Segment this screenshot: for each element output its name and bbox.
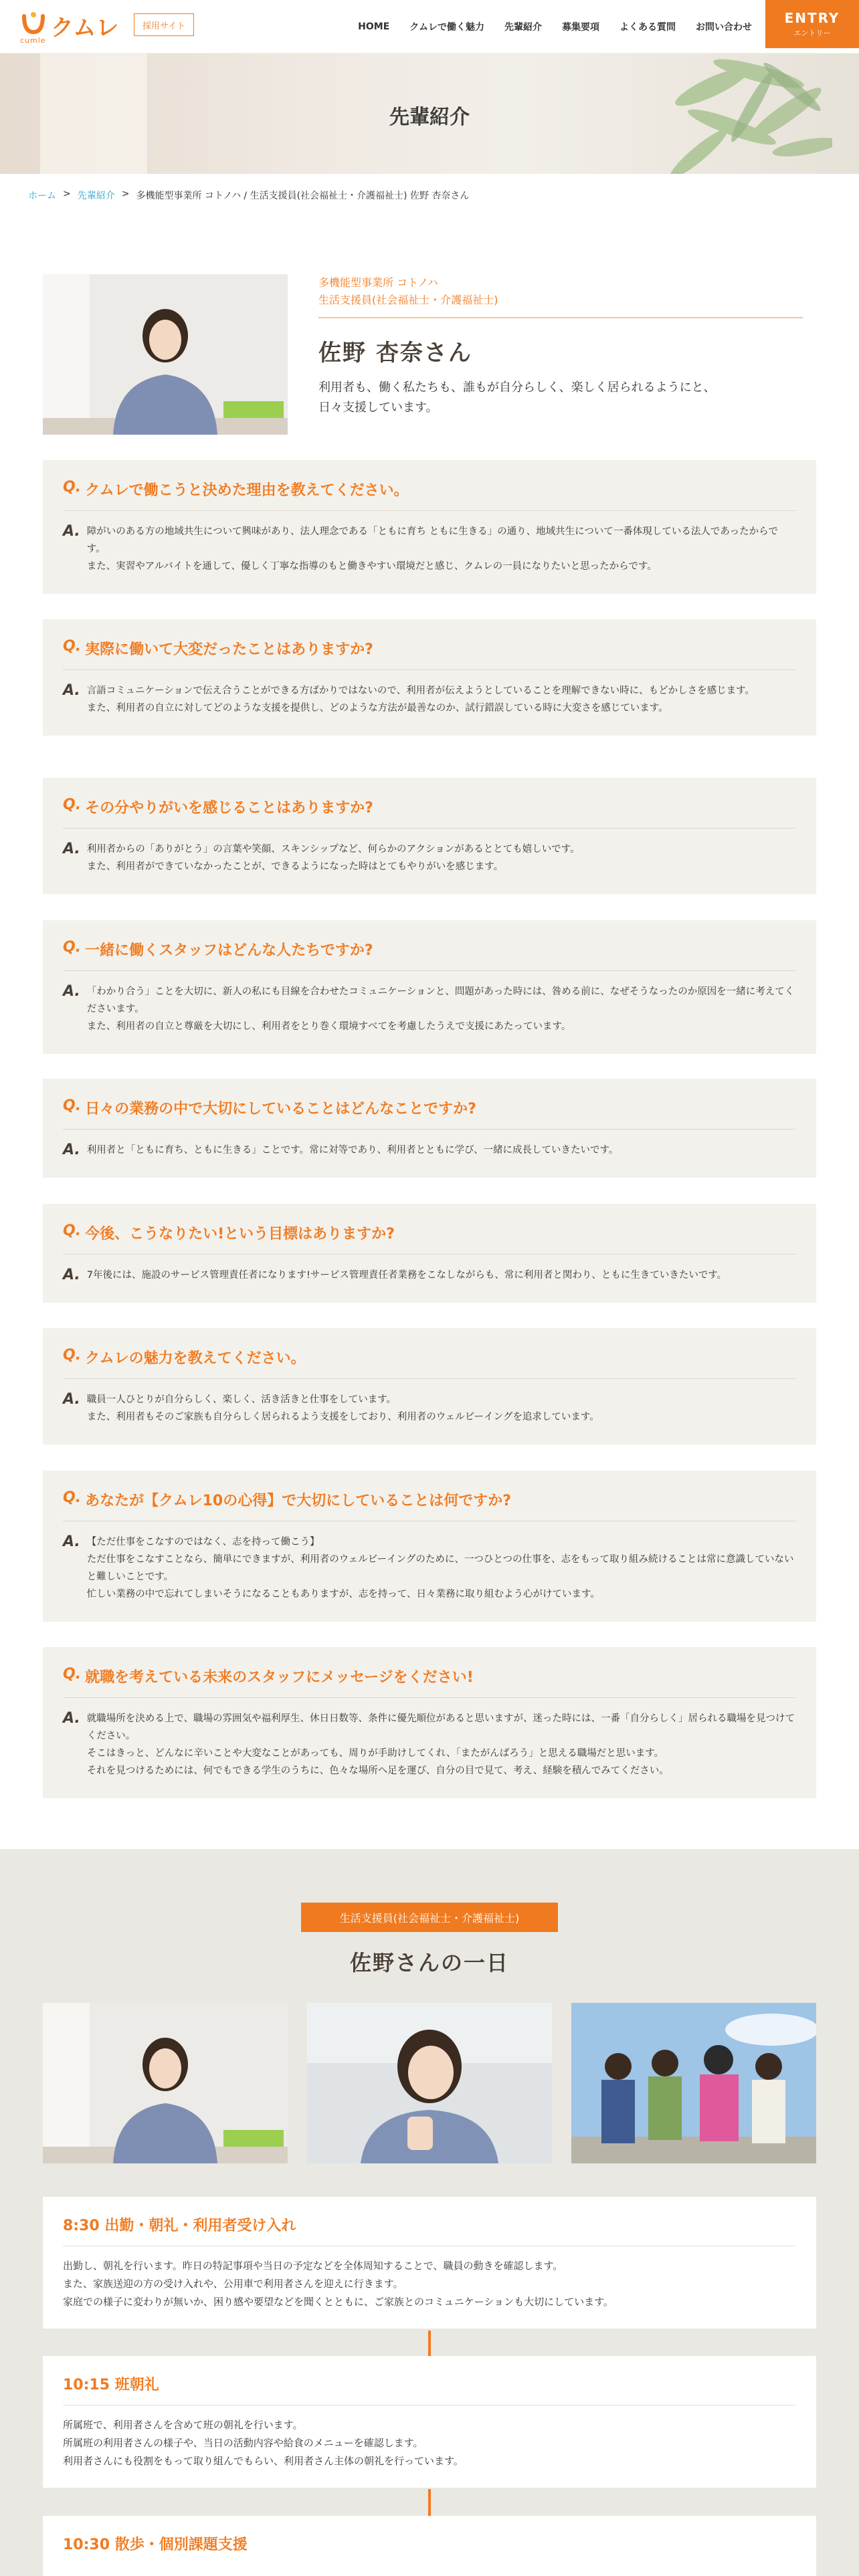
- hero-banner: [0, 53, 859, 174]
- qa-answer: [63, 682, 796, 717]
- question-text: その分やりがいを感じることはありますか?: [85, 800, 373, 817]
- answer-text: また、利用者ができていなかったことが、できるようになった時はとてもやりがいを感じます。: [86, 861, 504, 872]
- answer-text: 忙しい業務の中で忘れてしまいそうになることもありますが、志を持って、日々業務に取り組むよう心がけています。: [86, 1589, 600, 1600]
- qa-answer: [63, 1391, 796, 1426]
- smiling-photo-illustration: [307, 2003, 552, 2163]
- answer-text: それを見つけるためには、何でもできる学生のうちに、色々な場所へ足を運び、自分の目で見て、考え、経験を積んでみてください。: [86, 1765, 669, 1776]
- profile-photo: [43, 274, 288, 435]
- schedule-text: 家庭での様子に変わりが無いか、困り感や要望などを聞くとともに、ご家族とのコミュニケーションも大切にしています。: [63, 2296, 613, 2308]
- answer-text: 職員一人ひとりが自分らしく、楽しく、活き活きと仕事をしています。: [86, 1394, 397, 1405]
- qa-question: [63, 1666, 796, 1698]
- schedule-item: [43, 2516, 816, 2576]
- entry-button[interactable]: [765, 0, 859, 48]
- answer-text: 利用者からの「ありがとう」の言葉や笑顔、スキンシップなど、何らかのアクションがあるととても嬉しいです。: [86, 844, 580, 855]
- breadcrumb-current: 多機能型事業所 コトノハ / 生活支援員(社会福祉士・介護福祉士) 佐野 杏奈さん: [136, 191, 470, 201]
- schedule-item: [43, 2197, 816, 2329]
- qa-question: [63, 1097, 796, 1130]
- qa-block: [43, 619, 816, 736]
- schedule-item: [43, 2356, 816, 2488]
- answer-mark: A.: [63, 682, 80, 699]
- site-header: [0, 0, 859, 53]
- schedule-body: [63, 2257, 796, 2311]
- schedule-title: 10:30 散歩・個別課題支援: [63, 2537, 248, 2553]
- question-text: クムレの魅力を教えてください。: [85, 1350, 306, 1367]
- qa-block: [43, 1328, 816, 1444]
- daily-schedule-title: 佐野さんの一日: [349, 1950, 509, 1975]
- question-text: 一緒に働くスタッフはどんな人たちですか?: [85, 942, 373, 959]
- role-tag: 生活支援員(社会福祉士・介護福祉士): [301, 1903, 558, 1932]
- qa-block: [43, 778, 816, 894]
- qa-block: [43, 1471, 816, 1622]
- answer-text: 言語コミュニケーションで伝え合うことができる方ばかりではないので、利用者が伝えようとしていることを理解できない時に、もどかしさを感じます。: [86, 685, 755, 696]
- qa-question: [63, 479, 796, 511]
- question-mark: Q.: [63, 638, 82, 655]
- question-text: クムレで働こうと決めた理由を教えてください。: [85, 482, 409, 499]
- group-photo-illustration: [571, 2003, 816, 2163]
- entry-button-label: ENTRY: [784, 10, 840, 26]
- question-mark: Q.: [63, 1666, 82, 1683]
- qa-block: [43, 1079, 816, 1178]
- nav-home[interactable]: HOME: [358, 21, 390, 32]
- nav-faq[interactable]: よくある質問: [619, 22, 676, 33]
- qa-answer: [63, 1710, 796, 1780]
- qa-answer: [63, 841, 796, 875]
- main-nav: [358, 0, 752, 53]
- profile-name: 佐野 杏奈さん: [318, 340, 472, 366]
- profile-description-line: 利用者も、働く私たちも、誰もが自分らしく、楽しく居られるようにと、: [318, 381, 716, 395]
- question-mark: Q.: [63, 1097, 82, 1114]
- question-text: 就職を考えている未来のスタッフにメッセージをください!: [85, 1669, 474, 1686]
- site-logo[interactable]: [20, 5, 120, 47]
- breadcrumb-separator: >: [121, 189, 130, 199]
- answer-mark: A.: [63, 1142, 80, 1158]
- nav-staff[interactable]: 先輩紹介: [504, 22, 542, 33]
- qa-answer: [63, 523, 796, 575]
- profile-description: [318, 378, 803, 418]
- answer-mark: A.: [63, 983, 80, 1000]
- qa-question: [63, 638, 796, 670]
- nav-contact[interactable]: お問い合わせ: [696, 22, 752, 33]
- profile-role: 生活支援員(社会福祉士・介護福祉士): [318, 294, 498, 306]
- qa-block: [43, 1647, 816, 1798]
- answer-text: ただ仕事をこなすことなら、簡単にできますが、利用者のウェルビーイングのために、一つひとつの仕事を、志をもって取り組み続けることは常に意識していないと難しいことです。: [86, 1554, 794, 1582]
- day-photo-smiling: [307, 2003, 552, 2163]
- logo-text: クムレ: [51, 15, 119, 41]
- schedule-body: [63, 2416, 796, 2470]
- timeline-connector: [428, 2331, 431, 2356]
- qa-question: [63, 1489, 796, 1521]
- question-text: 日々の業務の中で大切にしていることはどんなことですか?: [85, 1101, 476, 1117]
- qa-answer: [63, 983, 796, 1035]
- portrait-photo-illustration: [43, 2003, 288, 2163]
- question-mark: Q.: [63, 939, 82, 956]
- question-mark: Q.: [63, 1222, 82, 1239]
- answer-mark: A.: [63, 1533, 80, 1550]
- breadcrumb-staff[interactable]: 先輩紹介: [77, 191, 115, 201]
- question-text: あなたが【クムレ10の心得】で大切にしていることは何ですか?: [85, 1493, 512, 1509]
- answer-mark: A.: [63, 841, 80, 857]
- question-mark: Q.: [63, 1347, 82, 1364]
- answer-text: 障がいのある方の地域共生について興味があり、法人理念である「ともに育ち ともに生きる」の通り、地域共生について一番体現している法人であったからです。: [86, 526, 779, 554]
- answer-text: また、利用者もそのご家族も自分らしく居られるよう支援をしており、利用者のウェルビーイングを追求しています。: [86, 1412, 599, 1422]
- profile-office: 多機能型事業所 コトノハ: [318, 276, 438, 289]
- answer-mark: A.: [63, 1391, 80, 1408]
- profile-info: [318, 274, 803, 418]
- qa-answer: [63, 1533, 796, 1603]
- breadcrumb-separator: >: [63, 189, 71, 199]
- qa-question: [63, 1222, 796, 1255]
- timeline-connector: [428, 2489, 431, 2516]
- answer-text: 利用者と「ともに育ち、ともに生きる」ことです。常に対等であり、利用者とともに学び、一緒に成長していきたいです。: [86, 1145, 619, 1156]
- qa-answer: [63, 1267, 796, 1284]
- qa-block: [43, 460, 816, 594]
- logo-subtext: cumle: [20, 36, 46, 45]
- qa-answer: [63, 1142, 796, 1159]
- recruit-site-badge: 採用サイト: [134, 13, 194, 36]
- question-text: 今後、こうなりたい!という目標はありますか?: [85, 1226, 395, 1243]
- answer-mark: A.: [63, 523, 80, 540]
- schedule-title: 10:15 班朝礼: [63, 2373, 796, 2405]
- profile-photo-illustration: [43, 274, 288, 435]
- schedule-text: また、家族送迎の方の受け入れや、公用車で利用者さんを迎えに行きます。: [63, 2278, 403, 2290]
- answer-mark: A.: [63, 1267, 80, 1283]
- answer-text: そこはきっと、どんなに辛いことや大変なことがあっても、周りが手助けしてくれ、「またがんばろう」と思える職場だと思います。: [86, 1748, 664, 1759]
- qa-question: [63, 1347, 796, 1379]
- qa-question: [63, 939, 796, 971]
- question-mark: Q.: [63, 796, 82, 813]
- schedule-text: 利用者さんにも役割をもって取り組んでもらい、利用者さん主体の朝礼を行っています。: [63, 2455, 464, 2467]
- schedule-text: 出勤し、朝礼を行います。昨日の特記事項や当日の予定などを全体周知することで、職員の動きを確認します。: [63, 2260, 563, 2272]
- profile-description-line: 日々支援しています。: [318, 401, 438, 415]
- day-photo-portrait: [43, 2003, 288, 2163]
- answer-text: 7年後には、施設のサービス管理責任者になります!サービス管理責任者業務をこなしながらも、常に利用者と関わり、ともに生きていきたいです。: [86, 1270, 727, 1281]
- page-title: 先輩紹介: [389, 106, 470, 129]
- profile-organization: [318, 274, 803, 318]
- breadcrumb: [28, 189, 469, 202]
- answer-text: 【ただ仕事をこなすのではなく、志を持って働こう】: [86, 1537, 320, 1547]
- answer-mark: A.: [63, 1710, 80, 1727]
- question-mark: Q.: [63, 1489, 82, 1506]
- schedule-title: 8:30 出勤・朝礼・利用者受け入れ: [63, 2214, 796, 2246]
- answer-text: また、利用者の自立に対してどのような支援を提供し、どのような方法が最善なのか、試行錯誤している時に大変さを感じています。: [86, 703, 668, 714]
- question-mark: Q.: [63, 479, 82, 496]
- answer-text: また、利用者の自立と尊厳を大切にし、利用者をとり巻く環境すべてを考慮したうえで支援にあたっています。: [86, 1021, 571, 1032]
- answer-text: 「わかり合う」ことを大切に、新人の私にも目線を合わせたコミュニケーションと、問題があった時には、咎める前に、なぜそうなったのか原因を一緒に考えてくださいます。: [86, 986, 795, 1014]
- entry-button-sublabel: エントリー: [793, 29, 831, 37]
- logo-mark-icon: [20, 9, 47, 36]
- day-photo-group: [571, 2003, 816, 2163]
- qa-block: [43, 920, 816, 1054]
- question-text: 実際に働いて大変だったことはありますか?: [85, 641, 373, 658]
- qa-block: [43, 1204, 816, 1303]
- breadcrumb-home[interactable]: ホーム: [28, 191, 56, 201]
- nav-requirements[interactable]: 募集要項: [562, 22, 599, 33]
- nav-appeal[interactable]: クムレで働く魅力: [409, 22, 484, 33]
- answer-text: 就職場所を決める上で、職場の雰囲気や福利厚生、休日日数等、条件に優先順位があると思いますが、迷った時には、一番「自分らしく」居られる職場を見つけてください。: [86, 1713, 795, 1741]
- answer-text: また、実習やアルバイトを通して、優しく丁寧な指導のもと働きやすい環境だと感じ、クムレの一員になりたいと思ったからです。: [86, 561, 657, 572]
- schedule-text: 所属班で、利用者さんを含めて班の朝礼を行います。: [63, 2419, 303, 2431]
- qa-question: [63, 796, 796, 829]
- schedule-text: 所属班の利用者さんの様子や、当日の活動内容や給食のメニューを確認します。: [63, 2437, 423, 2449]
